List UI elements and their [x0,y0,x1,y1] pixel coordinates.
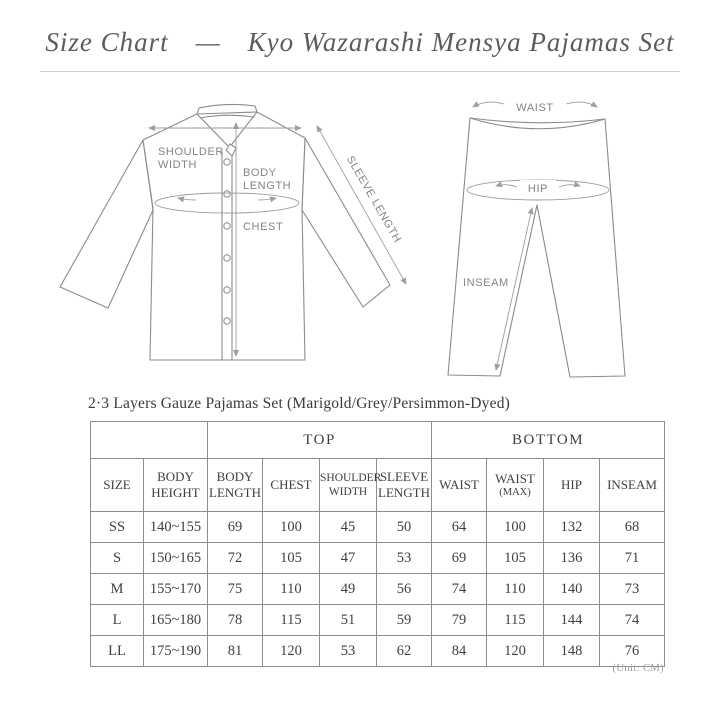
table-cell: 120 [263,636,320,667]
table-cell: 73 [600,574,665,605]
column-header-size: SIZE [91,459,144,512]
pants-outline [448,118,625,377]
header-rule [40,71,680,72]
table-cell: 132 [544,512,600,543]
table-cell: 110 [487,574,544,605]
table-cell: 68 [600,512,665,543]
group-header-row [91,422,665,459]
pajama-bottom-diagram [420,88,680,393]
column-header-inseam: INSEAM [600,459,665,512]
size-row-ll [91,636,665,667]
page-title [0,27,720,58]
table-cell: 62 [377,636,432,667]
table-cell: 100 [487,512,544,543]
table-corner-cell [91,422,208,459]
group-header-bottom: BOTTOM [432,422,665,459]
size-row-m [91,574,665,605]
size-row-l [91,605,665,636]
table-cell: 150~165 [144,543,208,574]
table-cell: 74 [600,605,665,636]
table-cell: 165~180 [144,605,208,636]
table-cell: 100 [263,512,320,543]
table-cell: 110 [263,574,320,605]
table-cell: 105 [487,543,544,574]
column-header-body-height: BODY HEIGHT [144,459,208,512]
column-header-hip: HIP [544,459,600,512]
table-cell: 75 [208,574,263,605]
table-cell: 81 [208,636,263,667]
column-header-waist: WAIST [432,459,487,512]
title-dash: — [195,27,221,57]
body-length-label-line2: LENGTH [243,180,292,192]
sleeve-length-label: SLEEVE LENGTH [343,153,404,246]
table-cell: 155~170 [144,574,208,605]
column-header-waist-max [487,459,544,512]
table-cell: 69 [208,512,263,543]
column-header-body-length: BODY LENGTH [208,459,263,512]
inseam-label: INSEAM [463,277,509,289]
table-cell: S [91,543,144,574]
table-cell: 115 [487,605,544,636]
column-header-waist-max-label: WAIST [495,471,535,487]
table-cell: L [91,605,144,636]
size-row-s [91,543,665,574]
group-header-top: TOP [208,422,432,459]
shoulder-width-label-line1: SHOULDER [158,146,224,158]
table-cell: 136 [544,543,600,574]
body-length-label-line1: BODY [243,167,277,179]
waist-arrow-left [473,102,504,107]
table-cell: 78 [208,605,263,636]
column-header-row [91,459,665,512]
table-cell: 74 [432,574,487,605]
table-cell: 120 [487,636,544,667]
pajama-top-diagram [50,88,420,393]
table-cell: 53 [377,543,432,574]
table-cell: SS [91,512,144,543]
shoulder-width-label-line2: WIDTH [158,159,198,171]
column-header-sleeve-length: SLEEVE LENGTH [377,459,432,512]
table-cell: M [91,574,144,605]
table-cell: 105 [263,543,320,574]
page-title-right: Kyo Wazarashi Mensya Pajamas Set [247,27,675,57]
table-cell: 72 [208,543,263,574]
table-cell: 49 [320,574,377,605]
table-caption: 2·3 Layers Gauze Pajamas Set (Marigold/Grey/Persimmon-Dyed) [88,395,511,412]
size-row-ss [91,512,665,543]
table-cell: 56 [377,574,432,605]
table-cell: 79 [432,605,487,636]
unit-note: (Unit: CM) [612,663,664,674]
size-table [90,421,665,667]
table-cell: 51 [320,605,377,636]
table-cell: 69 [432,543,487,574]
table-cell: LL [91,636,144,667]
page-title-left: Size Chart [45,27,169,57]
table-cell: 148 [544,636,600,667]
column-header-shoulder-width: SHOULDER WIDTH [320,459,377,512]
table-cell: 50 [377,512,432,543]
table-cell: 144 [544,605,600,636]
table-cell: 71 [600,543,665,574]
waist-label: WAIST [516,102,554,114]
table-cell: 47 [320,543,377,574]
table-cell: 84 [432,636,487,667]
column-header-waist-max-sub: (MAX) [499,487,531,499]
shirt-left-sleeve [60,140,153,308]
table-cell: 76 [600,636,665,667]
table-cell: 140 [544,574,600,605]
table-cell: 140~155 [144,512,208,543]
table-cell: 175~190 [144,636,208,667]
table-cell: 45 [320,512,377,543]
table-cell: 64 [432,512,487,543]
column-header-chest: CHEST [263,459,320,512]
hip-label: HIP [527,183,549,195]
table-cell: 53 [320,636,377,667]
table-cell: 59 [377,605,432,636]
waist-arrow-right [566,102,597,107]
chest-label: CHEST [243,221,284,233]
table-cell: 115 [263,605,320,636]
